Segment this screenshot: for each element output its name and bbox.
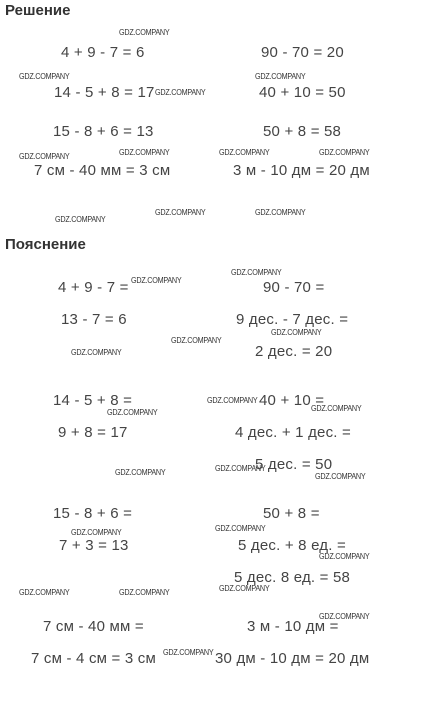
watermark: GDZ.COMPANY xyxy=(215,523,266,533)
solution-right-4: 3 м - 10 дм = 20 дм xyxy=(233,162,370,179)
explanation-block2-right-2: 4 дес. + 1 дес. = xyxy=(235,424,351,441)
watermark: GDZ.COMPANY xyxy=(219,147,270,157)
explanation-block3-right-2: 5 дес. + 8 ед. = xyxy=(238,537,346,554)
solution-right-3: 50 + 8 = 58 xyxy=(263,123,342,140)
watermark: GDZ.COMPANY xyxy=(311,403,362,413)
watermark: GDZ.COMPANY xyxy=(55,214,106,224)
explanation-block1-right-3: 2 дес. = 20 xyxy=(255,343,333,360)
watermark: GDZ.COMPANY xyxy=(19,71,70,81)
watermark: GDZ.COMPANY xyxy=(219,583,270,593)
explanation-block4-left-2: 7 см - 4 см = 3 см xyxy=(31,650,156,667)
watermark: GDZ.COMPANY xyxy=(155,87,206,97)
watermark: GDZ.COMPANY xyxy=(71,347,122,357)
watermark: GDZ.COMPANY xyxy=(319,147,370,157)
explanation-block3-left-1: 15 - 8 + 6 = xyxy=(53,505,133,522)
solution-left-2: 14 - 5 + 8 = 17 xyxy=(54,84,155,101)
watermark: GDZ.COMPANY xyxy=(71,527,122,537)
explanation-block2-left-2: 9 + 8 = 17 xyxy=(58,424,128,441)
watermark: GDZ.COMPANY xyxy=(215,463,266,473)
watermark: GDZ.COMPANY xyxy=(315,471,366,481)
explanation-block1-right-2: 9 дес. - 7 дес. = xyxy=(236,311,349,328)
explanation-block4-left-1: 7 см - 40 мм = xyxy=(43,618,144,635)
watermark: GDZ.COMPANY xyxy=(271,327,322,337)
solution-left-4: 7 см - 40 мм = 3 см xyxy=(34,162,171,179)
watermark: GDZ.COMPANY xyxy=(119,27,170,37)
watermark: GDZ.COMPANY xyxy=(319,551,370,561)
watermark: GDZ.COMPANY xyxy=(255,207,306,217)
watermark: GDZ.COMPANY xyxy=(207,395,258,405)
solution-left-3: 15 - 8 + 6 = 13 xyxy=(53,123,154,140)
watermark: GDZ.COMPANY xyxy=(131,275,182,285)
explanation-block1-left-2: 13 - 7 = 6 xyxy=(61,311,127,328)
watermark: GDZ.COMPANY xyxy=(155,207,206,217)
watermark: GDZ.COMPANY xyxy=(231,267,282,277)
explanation-block2-left-1: 14 - 5 + 8 = xyxy=(53,392,133,409)
watermark: GDZ.COMPANY xyxy=(19,151,70,161)
watermark: GDZ.COMPANY xyxy=(119,587,170,597)
watermark: GDZ.COMPANY xyxy=(319,611,370,621)
solution-right-2: 40 + 10 = 50 xyxy=(259,84,346,101)
watermark: GDZ.COMPANY xyxy=(19,587,70,597)
solution-left-1: 4 + 9 - 7 = 6 xyxy=(61,44,145,61)
explanation-block1-right-1: 90 - 70 = xyxy=(263,279,325,296)
watermark: GDZ.COMPANY xyxy=(107,407,158,417)
watermark: GDZ.COMPANY xyxy=(119,147,170,157)
explanation-block3-right-3: 5 дес. 8 ед. = 58 xyxy=(234,569,351,586)
explanation-block3-right-1: 50 + 8 = xyxy=(263,505,320,522)
watermark: GDZ.COMPANY xyxy=(115,467,166,477)
watermark: GDZ.COMPANY xyxy=(255,71,306,81)
explanation-block4-right-1: 3 м - 10 дм = xyxy=(247,618,339,635)
solution-right-1: 90 - 70 = 20 xyxy=(261,44,344,61)
solution-heading: Решение xyxy=(5,2,71,19)
explanation-block3-left-2: 7 + 3 = 13 xyxy=(59,537,129,554)
watermark: GDZ.COMPANY xyxy=(163,647,214,657)
watermark: GDZ.COMPANY xyxy=(171,335,222,345)
explanation-block2-right-1: 40 + 10 = xyxy=(259,392,325,409)
explanation-heading: Пояснение xyxy=(5,236,86,253)
explanation-block2-right-3: 5 дес. = 50 xyxy=(255,456,333,473)
explanation-block4-right-2: 30 дм - 10 дм = 20 дм xyxy=(215,650,370,667)
explanation-block1-left-1: 4 + 9 - 7 = xyxy=(58,279,129,296)
